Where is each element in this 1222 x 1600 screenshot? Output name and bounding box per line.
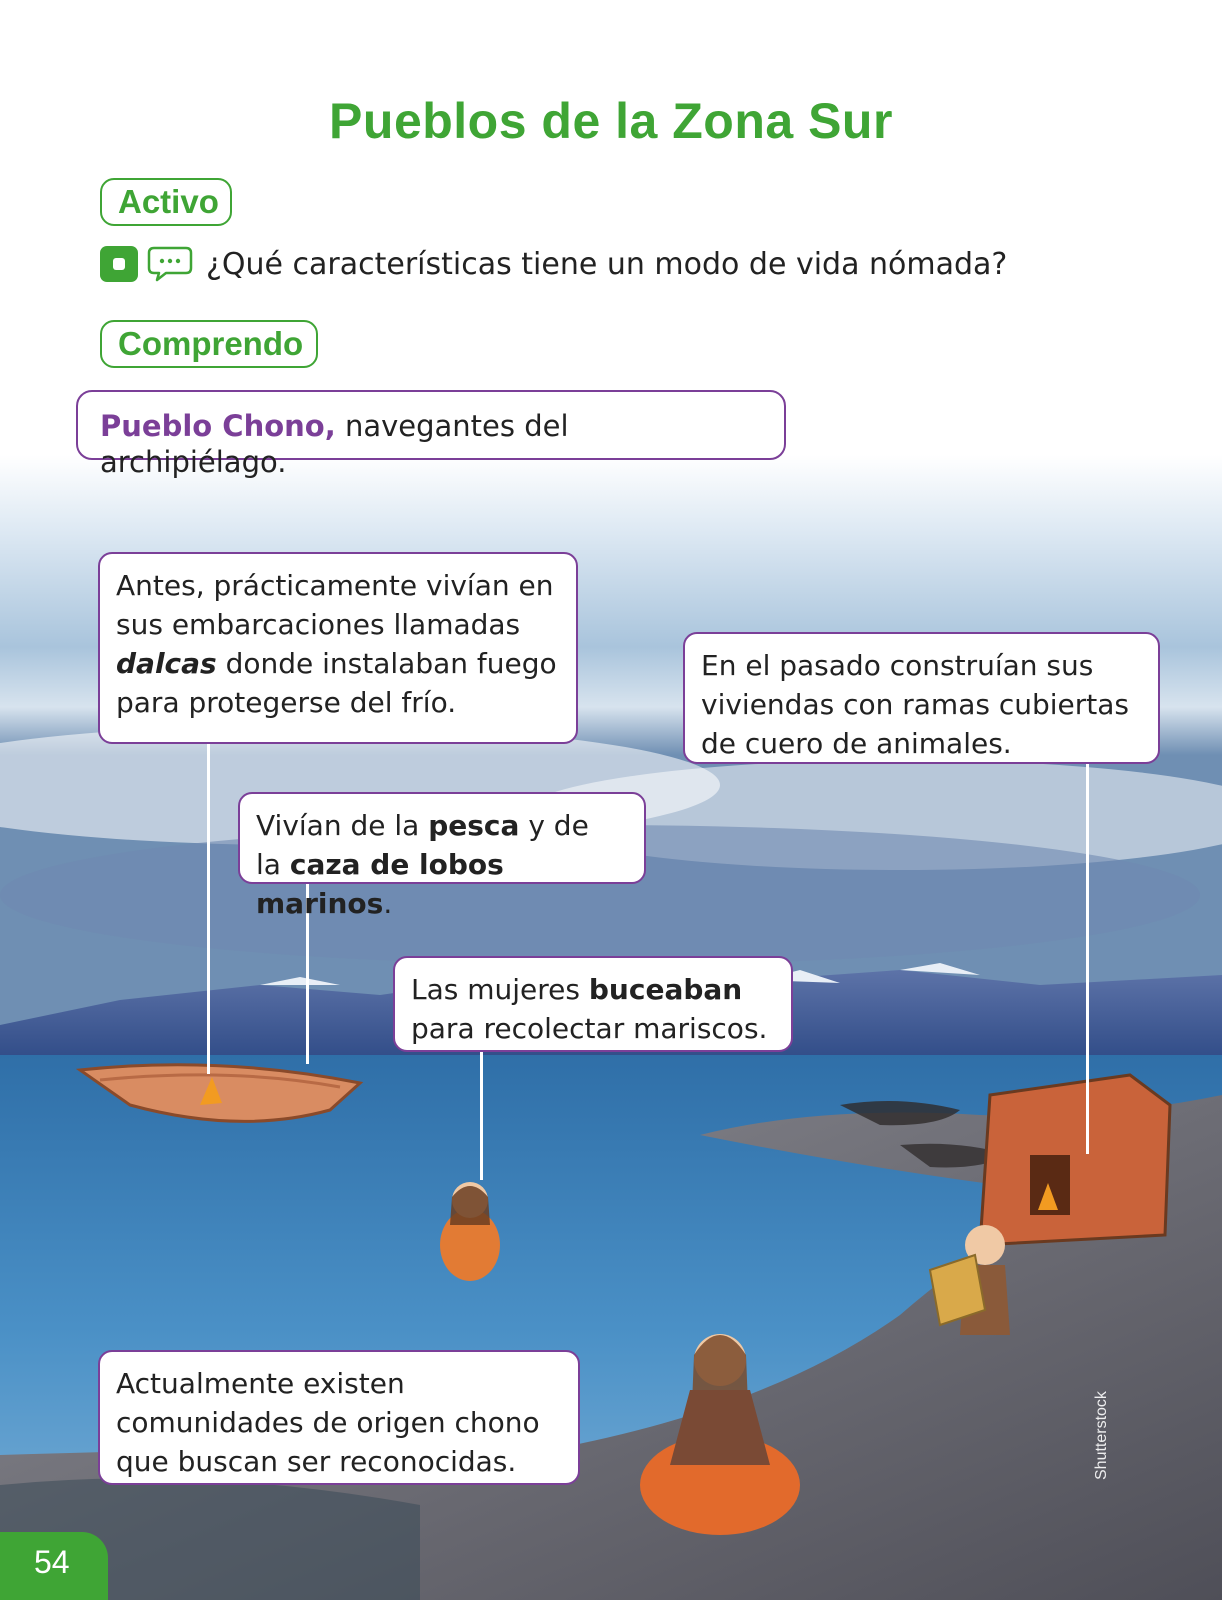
callout-pesca-f: . — [383, 887, 393, 920]
callout-viviendas-line1: En el pasado construían sus — [701, 649, 1094, 682]
callout-pesca-c: y de — [519, 809, 589, 842]
leader-line-viviendas — [1086, 764, 1089, 1154]
callout-dalcas-line1: Antes, prácticamente vivían en — [116, 569, 554, 602]
callout-dalcas-line2: sus embarcaciones llamadas — [116, 608, 521, 641]
callout-buceaban-line2: para recolectar mariscos. — [411, 1012, 768, 1045]
leader-line-dalcas — [207, 744, 210, 1074]
page-title: Pueblos de la Zona Sur — [329, 93, 893, 149]
callout-actual-line2: comunidades de origen chono — [116, 1406, 540, 1439]
term-buceaban: buceaban — [588, 973, 743, 1006]
section-tag-activo: Activo — [100, 178, 232, 226]
callout-viviendas-line2: viviendas con ramas cubiertas — [701, 688, 1130, 721]
term-pesca: pesca — [428, 809, 520, 842]
callout-buceaban — [393, 956, 793, 1052]
callout-dalcas — [98, 552, 578, 744]
callout-buceaban-line1 — [411, 970, 775, 1009]
question-text: ¿Qué características tiene un modo de vida nómada? — [206, 246, 1008, 282]
image-credit: Shutterstock — [1093, 1391, 1110, 1480]
callout-viviendas — [683, 632, 1160, 764]
callout-pesca-a: Vivían de la — [256, 809, 429, 842]
topic-heading — [76, 390, 786, 479]
callout-pesca-line1 — [256, 806, 628, 845]
term-dalcas: dalcas — [116, 647, 217, 680]
callout-dalcas-line3 — [116, 644, 560, 683]
section-tag-comprendo: Comprendo — [100, 320, 318, 368]
callout-dalcas-line4: para protegerse del frío. — [116, 686, 457, 719]
page-number: 54 — [0, 1532, 108, 1600]
activity-question — [100, 242, 1007, 286]
callout-pesca — [238, 792, 646, 920]
callout-buceaban-a: Las mujeres — [411, 973, 589, 1006]
callout-pesca-line2 — [256, 845, 628, 923]
topic-heading-rest: navegantes del archipiélago. — [100, 409, 569, 479]
oral-activity-badge-icon — [100, 246, 138, 282]
term-caza-lobos-marinos: caza de lobos marinos — [256, 848, 504, 920]
topic-heading-strong: Pueblo Chono, — [100, 409, 336, 443]
leader-line-buceaban — [480, 1052, 483, 1180]
callout-pesca-d: la — [256, 848, 290, 881]
callout-actual-line1: Actualmente existen — [116, 1367, 405, 1400]
callout-viviendas-line3: de cuero de animales. — [701, 727, 1012, 760]
speech-bubble-icon — [146, 244, 194, 284]
callout-actualidad — [98, 1350, 580, 1485]
callout-dalcas-line3-rest: donde instalaban fuego — [216, 647, 557, 680]
callout-actual-line3: que buscan ser reconocidas. — [116, 1445, 517, 1478]
